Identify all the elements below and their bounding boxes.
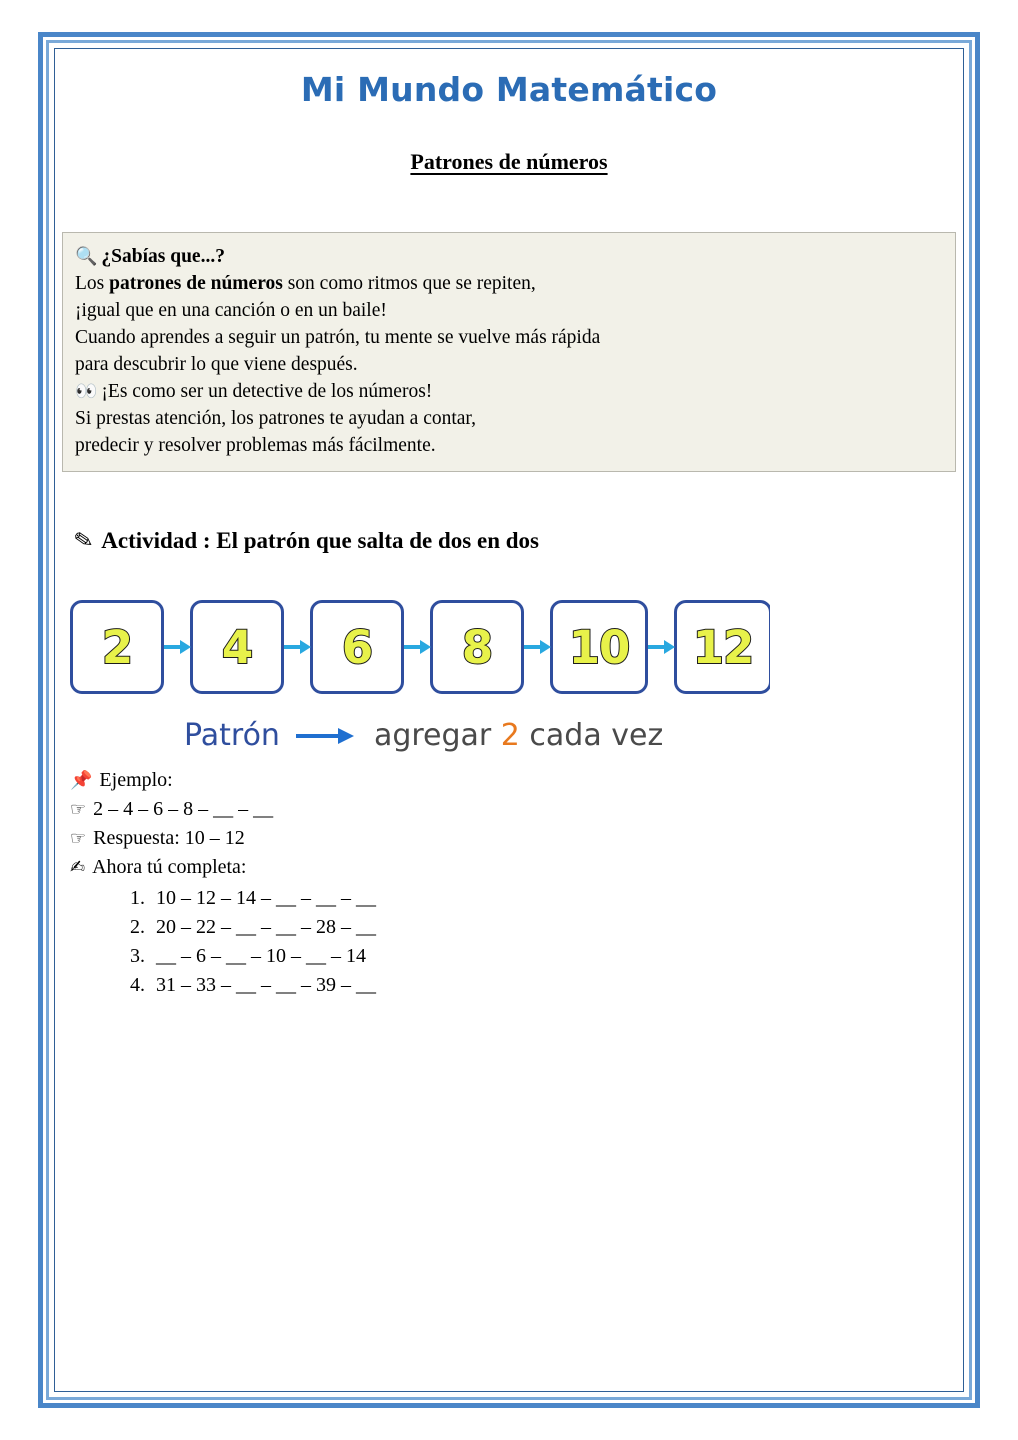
list-item-number: 1. (130, 887, 145, 909)
now-you-label-line (70, 853, 770, 882)
list-item-text: 10 – 12 – 14 – __ – __ – __ (156, 887, 376, 909)
list-item-text: __ – 6 – __ – 10 – __ – 14 (156, 945, 366, 967)
chain-arrow-icon (404, 638, 430, 656)
number-card (190, 600, 284, 694)
page-content (56, 50, 962, 1390)
did-you-know-box (62, 232, 956, 472)
activity-heading-text: Actividad : El patrón que salta de dos en dos (101, 528, 539, 553)
number-card-value: 4 (221, 620, 253, 674)
number-card-value: 8 (461, 620, 493, 674)
exercise-list (70, 884, 770, 1000)
example-label-line (70, 766, 770, 795)
example-label: Ejemplo: (99, 769, 173, 791)
list-item-number: 2. (130, 916, 145, 938)
pattern-caption-label: Patrón (184, 718, 280, 753)
info-line: para descubrir lo que viene después. (75, 354, 358, 375)
example-sequence: 2 – 4 – 6 – 8 – __ – __ (93, 798, 274, 820)
number-card-value: 12 (692, 620, 754, 674)
list-item[interactable] (130, 884, 770, 913)
info-line: Cuando aprendes a seguir un patrón, tu mente se vuelve más rápida (75, 327, 601, 348)
list-item-text: 20 – 22 – __ – __ – 28 – __ (156, 916, 376, 938)
now-you-label: Ahora tú completa: (92, 856, 247, 878)
magnifier-icon: 🔍 (75, 246, 98, 267)
number-chain-figure (70, 600, 770, 700)
did-you-know-heading (75, 243, 943, 270)
list-item-number: 3. (130, 945, 145, 967)
number-card-value: 6 (341, 620, 373, 674)
chain-arrow-icon (284, 638, 310, 656)
pattern-caption-text (374, 718, 663, 753)
example-answer-line (70, 824, 770, 853)
pattern-caption-highlight: 2 (500, 718, 520, 753)
list-item[interactable] (130, 942, 770, 971)
pattern-caption-before: agregar (373, 718, 501, 753)
detective-heading-text: ¡Es como ser un detective de los números! (101, 381, 433, 402)
list-item[interactable] (130, 971, 770, 1000)
number-chain-clip (70, 600, 770, 700)
number-card (674, 600, 770, 694)
activity-heading (71, 526, 539, 556)
list-item[interactable] (130, 913, 770, 942)
page-subtitle: Patrones de números (410, 149, 608, 174)
number-card-value: 10 (568, 620, 630, 674)
example-answer: Respuesta: 10 – 12 (93, 827, 245, 849)
info-line: ¡igual que en una canción o en un baile! (75, 300, 387, 321)
eyes-icon: 👀 (75, 381, 98, 402)
page-title: Mi Mundo Matemático (300, 70, 718, 109)
pointing-hand-icon: ☞ (70, 799, 87, 820)
writing-hand-icon: ✍ (70, 857, 86, 878)
info-line: predecir y resolver problemas más fácilmente. (75, 435, 436, 456)
number-chain (70, 600, 770, 694)
number-card (70, 600, 164, 694)
info-line: Si prestas atención, los patrones te ayudan a contar, (75, 408, 477, 429)
number-card (310, 600, 404, 694)
pattern-caption (184, 718, 663, 753)
chain-arrow-icon (648, 638, 674, 656)
info-line: Los patrones de números son como ritmos que se repiten, (75, 273, 536, 294)
chain-arrow-icon (164, 638, 190, 656)
pointing-hand-icon: ☞ (70, 828, 87, 849)
pattern-caption-after: cada vez (519, 718, 664, 753)
pencil-icon: ✎ (71, 526, 96, 556)
pattern-arrow-icon (296, 726, 358, 746)
pin-icon: 📌 (70, 770, 93, 791)
list-item-number: 4. (130, 974, 145, 996)
example-sequence-line (70, 795, 770, 824)
number-card-value: 2 (101, 620, 133, 674)
did-you-know-heading-text: ¿Sabías que...? (101, 246, 225, 267)
detective-heading (75, 378, 943, 405)
exercise-block (70, 766, 770, 1000)
number-card (430, 600, 524, 694)
chain-arrow-icon (524, 638, 550, 656)
list-item-text: 31 – 33 – __ – __ – 39 – __ (156, 974, 376, 996)
number-card (550, 600, 648, 694)
